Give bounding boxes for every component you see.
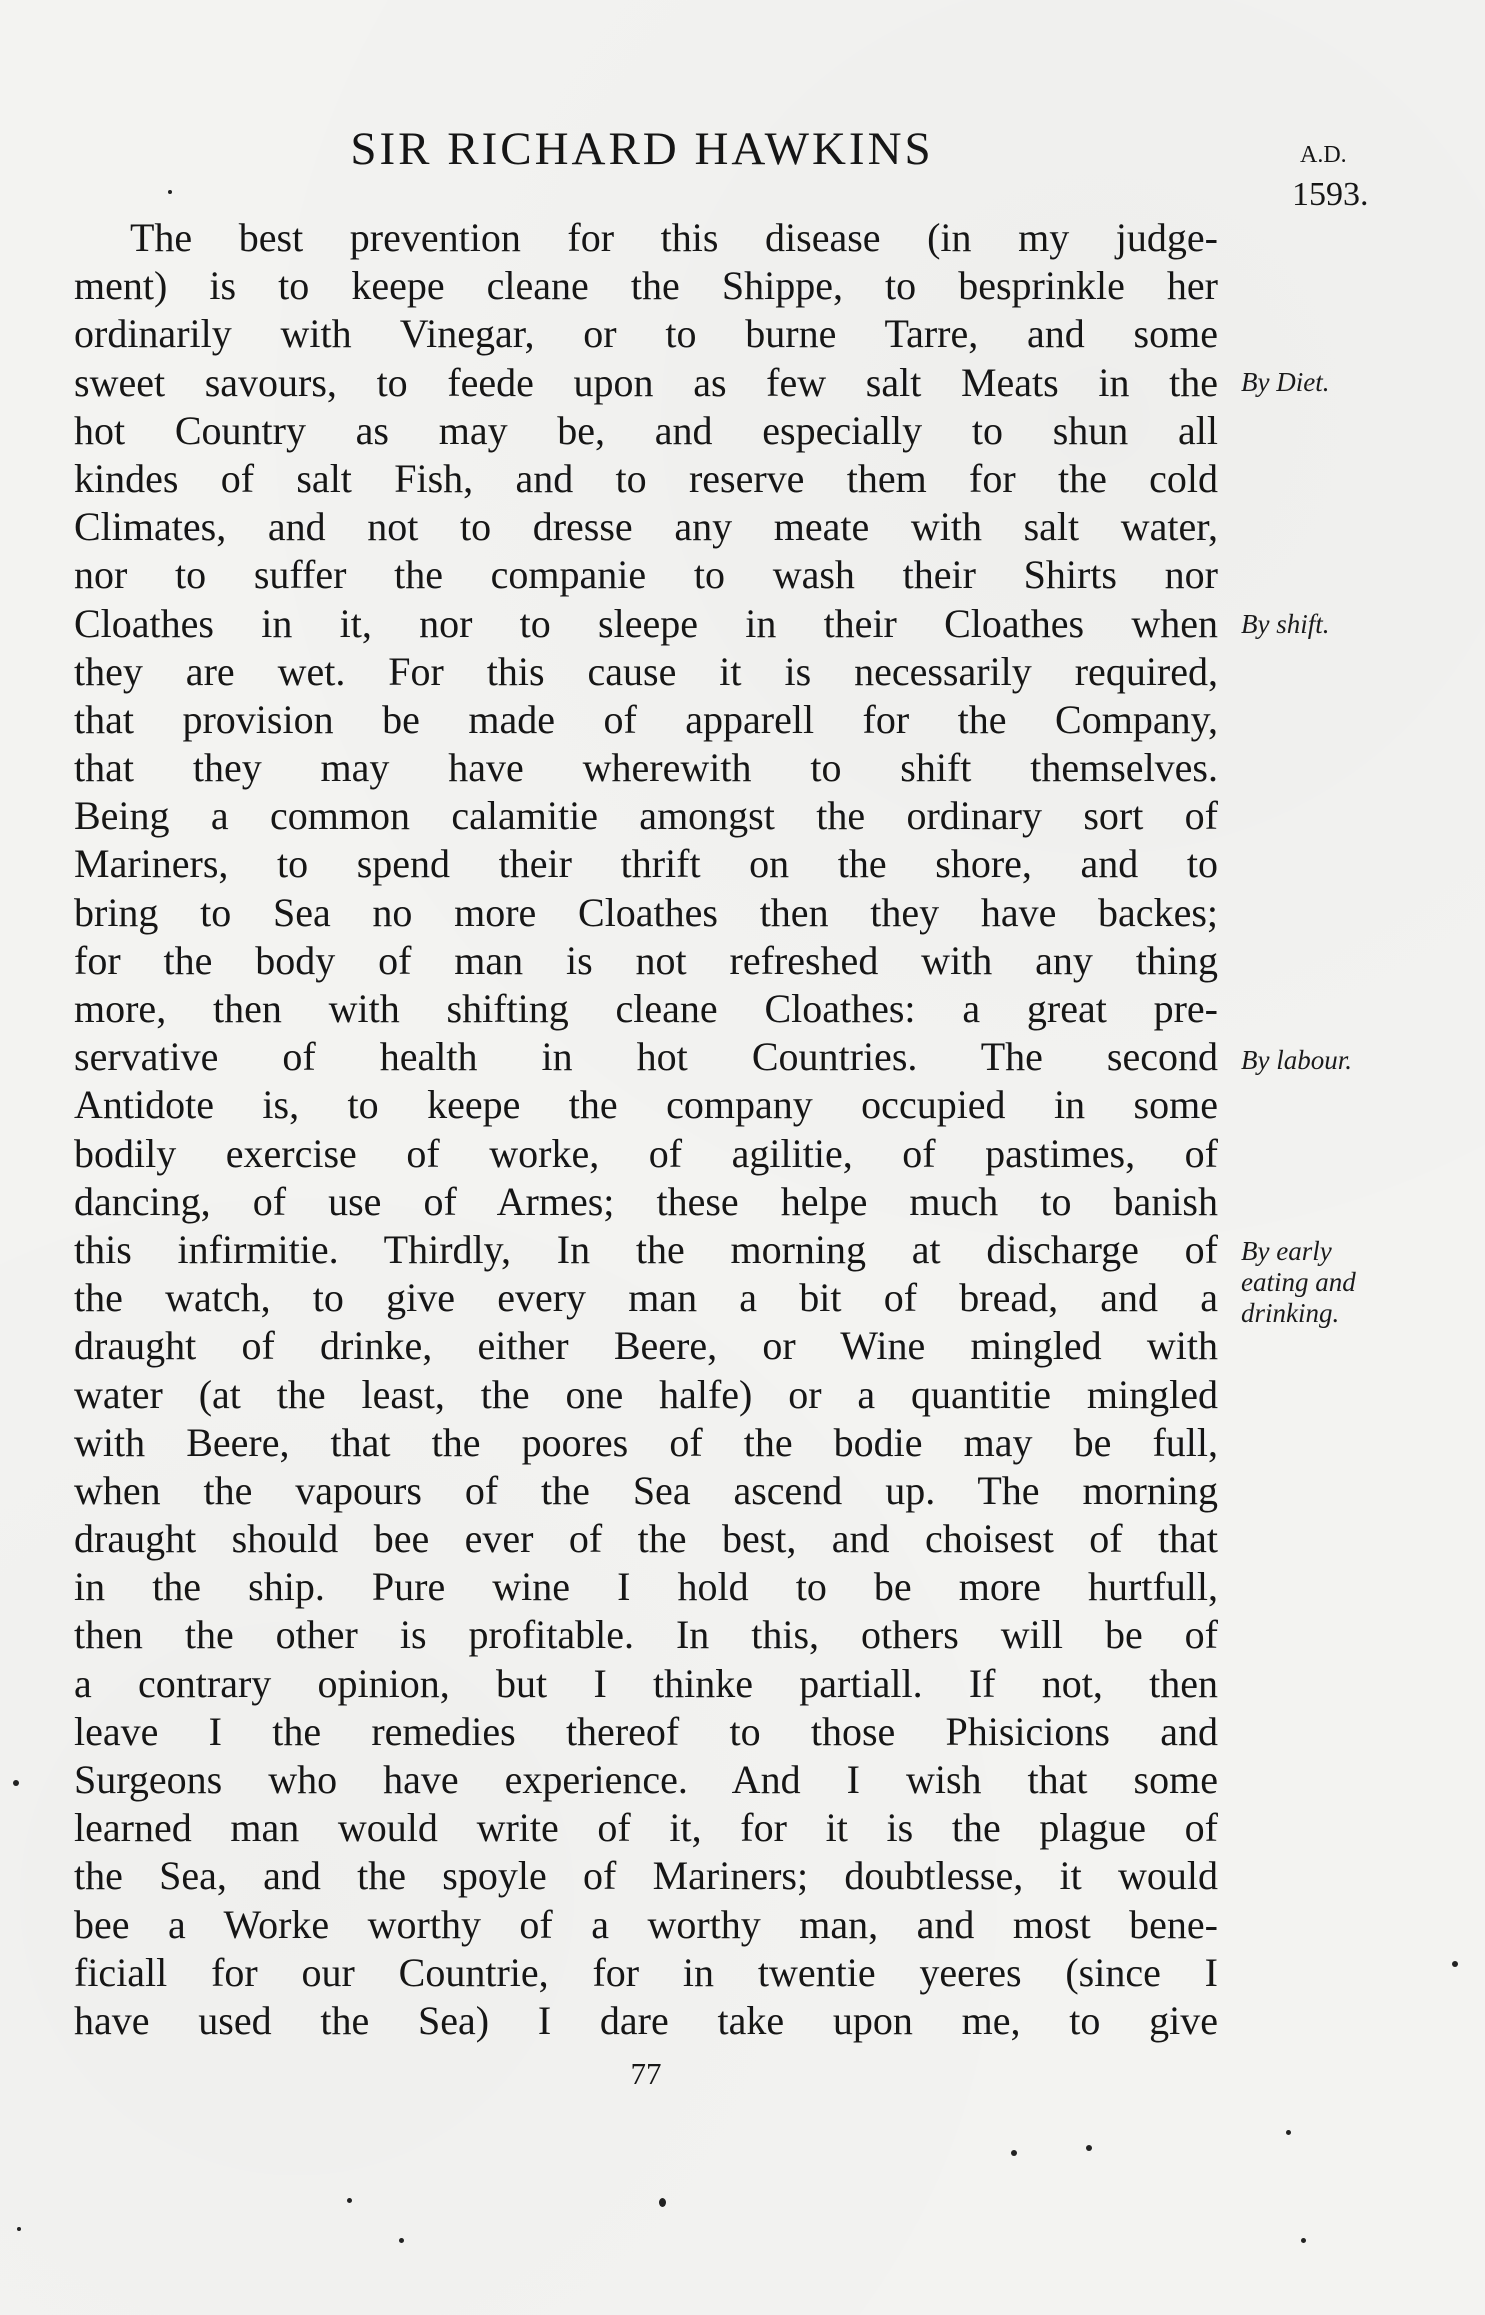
text-line: a contrary opinion, but I thinke partiall. If not, then [74, 1660, 1218, 1706]
text-line: dancing, of use of Armes; these helpe much to banish [74, 1178, 1218, 1224]
page-number: 77 [630, 2056, 662, 2091]
body-text [74, 214, 1218, 2045]
text-line: servative of health in hot Countries. The second [74, 1034, 1218, 1080]
text-line: with Beere, that the poores of the bodie may be full, [74, 1419, 1218, 1465]
margin-note-line: drinking. [1241, 1298, 1340, 1328]
date-label: A.D. [1300, 142, 1347, 168]
text-line: Cloathes in it, nor to sleepe in their Cloathes when [74, 600, 1218, 646]
text-line: leave I the remedies thereof to those Phisicions and [74, 1708, 1218, 1754]
paper-speck [1286, 2130, 1291, 2135]
text-line: draught of drinke, either Beere, or Wine mingled with [74, 1323, 1218, 1369]
running-head: SIR RICHARD HAWKINS [350, 123, 934, 175]
text-line: the Sea, and the spoyle of Mariners; doubtlesse, it would [74, 1853, 1218, 1899]
text-line: bring to Sea no more Cloathes then they have backes; [74, 889, 1218, 935]
text-line: have used the Sea) I dare take upon me, to give [74, 1997, 1218, 2043]
margin-note-line: eating and [1241, 1267, 1356, 1297]
margin-note-diet: By Diet. [1241, 367, 1330, 397]
paper-speck [1011, 2150, 1017, 2156]
show-through-text [1250, 200, 1420, 720]
text-line: the watch, to give every man a bit of bread, and a [74, 1275, 1218, 1321]
text-line: that provision be made of apparell for the Company, [74, 696, 1218, 742]
text-line: Antidote is, to keepe the company occupied in some [74, 1082, 1218, 1128]
paper-speck [17, 2227, 21, 2231]
text-line: more, then with shifting cleane Cloathes: a great pre- [74, 986, 1218, 1031]
margin-note-shift: By shift. [1241, 609, 1330, 639]
text-line: then the other is profitable. In this, others will be of [74, 1612, 1218, 1658]
paper-speck [13, 1780, 19, 1786]
text-line: water (at the least, the one halfe) or a quantitie mingled [74, 1371, 1218, 1417]
paper-speck [1452, 1961, 1458, 1967]
paper-speck [659, 2198, 666, 2207]
margin-note-early-eating-drinking [1241, 1236, 1356, 1329]
text-line: this infirmitie. Thirdly, In the morning at discharge of [74, 1226, 1218, 1272]
text-line: they are wet. For this cause it is necessarily required, [74, 648, 1218, 694]
show-through-text [1248, 820, 1418, 970]
text-line: Surgeons who have experience. And I wish that some [74, 1757, 1218, 1802]
text-line: learned man would write of it, for it is the plague of [74, 1805, 1218, 1851]
text-line: for the body of man is not refreshed with any thing [74, 937, 1218, 983]
text-line: when the vapours of the Sea ascend up. The morning [74, 1467, 1218, 1513]
paper-speck [1301, 2238, 1306, 2243]
text-line: sweet savours, to feede upon as few salt Meats in the [74, 359, 1218, 405]
text-line: ordinarily with Vinegar, or to burne Tarre, and some [74, 311, 1218, 357]
show-through-text [1250, 1840, 1410, 1980]
text-line: ment) is to keepe cleane the Shippe, to besprinkle her [74, 263, 1218, 309]
text-line: ficiall for our Countrie, for in twentie yeeres (since I [74, 1949, 1218, 1995]
paper-speck [1086, 2145, 1092, 2151]
text-line: bee a Worke worthy of a worthy man, and most bene- [74, 1901, 1218, 1947]
show-through-text [1262, 1570, 1412, 1690]
text-line: that they may have wherewith to shift themselves. [74, 745, 1218, 791]
margin-note-labour: By labour. [1241, 1045, 1352, 1075]
paper-speck [399, 2238, 404, 2243]
date-year: 1593. [1292, 176, 1369, 213]
text-line: bodily exercise of worke, of agilitie, of pastimes, of [74, 1130, 1218, 1176]
text-line: nor to suffer the companie to wash their Shirts nor [74, 552, 1218, 598]
text-line: The best prevention for this disease (in my judge- [130, 215, 1218, 260]
paper-speck [168, 190, 172, 194]
text-line: hot Country as may be, and especially to shun all [74, 407, 1218, 453]
text-line: Being a common calamitie amongst the ordinary sort of [74, 793, 1218, 839]
text-line: Climates, and not to dresse any meate with salt water, [74, 504, 1218, 550]
text-line: kindes of salt Fish, and to reserve them for the cold [74, 455, 1218, 501]
text-line: Mariners, to spend their thrift on the shore, and to [74, 841, 1218, 887]
text-line: in the ship. Pure wine I hold to be more hurtfull, [74, 1564, 1218, 1610]
margin-note-line: By early [1241, 1236, 1332, 1266]
text-line: draught should bee ever of the best, and choisest of that [74, 1516, 1218, 1562]
paper-speck [347, 2198, 352, 2203]
